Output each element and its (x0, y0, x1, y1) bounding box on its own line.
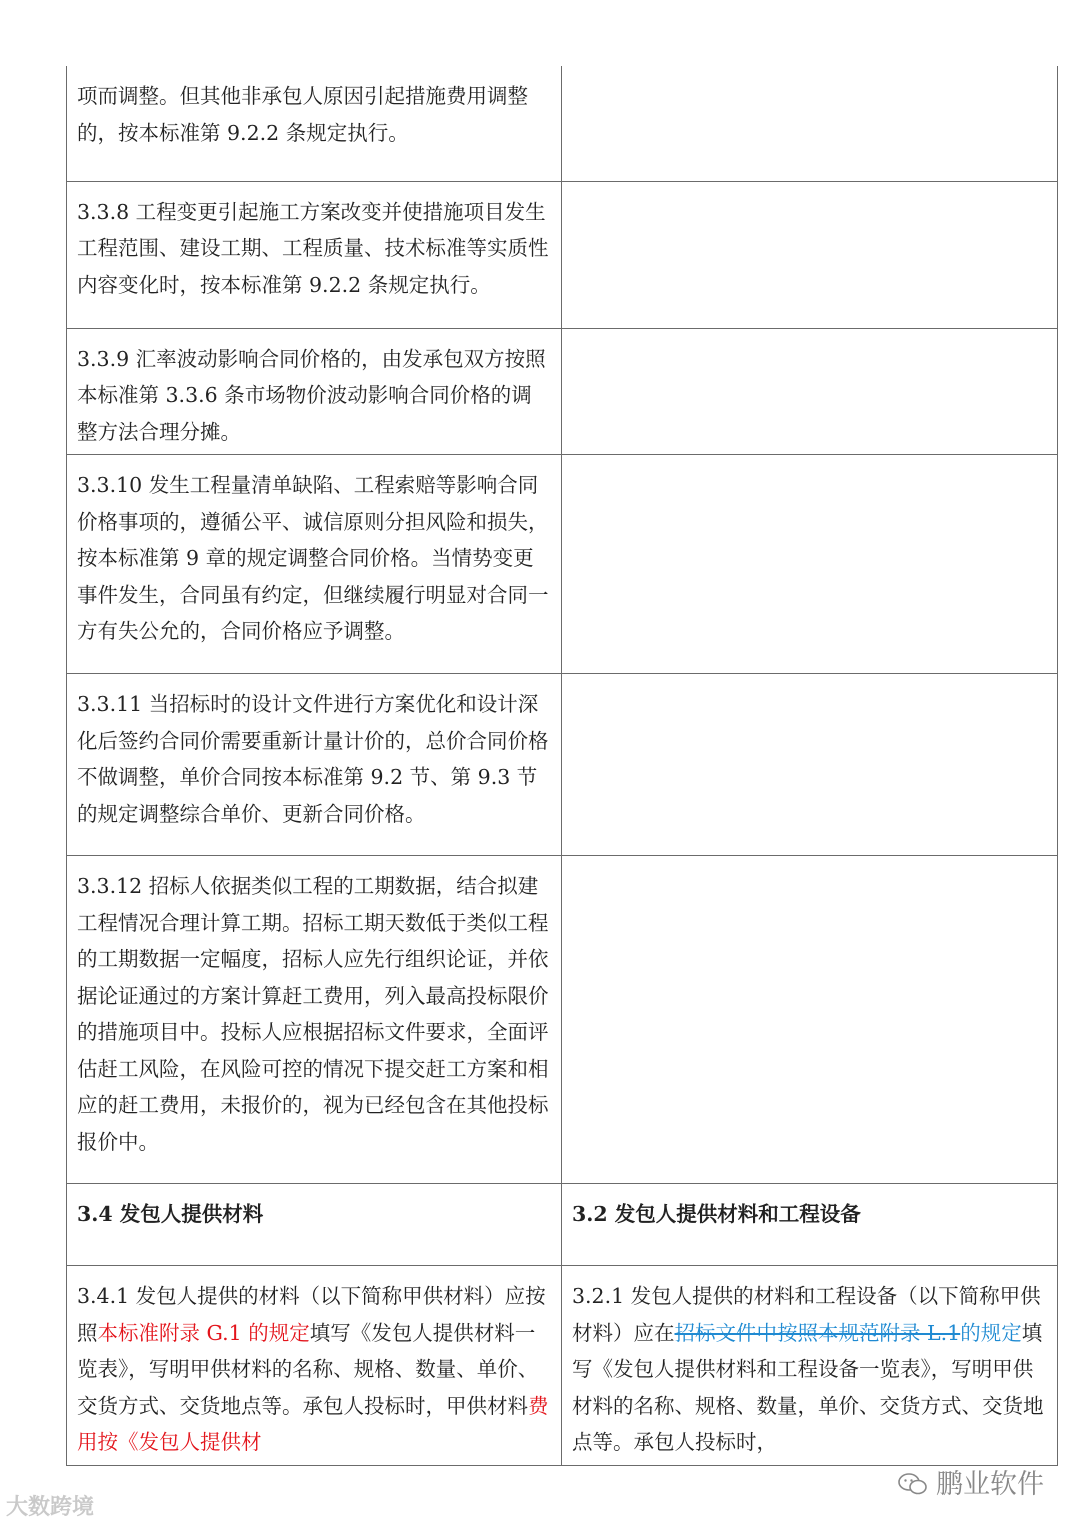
clause-3-3-8: 3.3.8 工程变更引起施工方案改变并使措施项目发生工程范围、建设工期、工程质量、技术标准等实质性内容变化时，按本标准第 9.2.2 条规定执行。 (67, 181, 562, 328)
watermark-right-text: 鹏业软件 (936, 1469, 1044, 1500)
clause-3-3-9: 3.3.9 汇率波动影响合同价格的，由发承包双方按照本标准第 3.3.6 条市场物价波动影响合同价格的调整方法合理分摊。 (67, 328, 562, 455)
right-cell-empty (562, 181, 1058, 328)
left-cell-continuation: 项而调整。但其他非承包人原因引起措施费用调整的，按本标准第 9.2.2 条规定执行。 (67, 66, 562, 181)
right-cell-empty (562, 856, 1058, 1184)
right-cell-empty (562, 328, 1058, 455)
wechat-icon (898, 1473, 928, 1495)
clause-3-3-10: 3.3.10 发生工程量清单缺陷、工程索赔等影响合同价格事项的，遵循公平、诚信原则分担风险和损失，按本标准第 9 章的规定调整合同价格。当情势变更事件发生，合同虽有约定，但继续履行明显对合同一方有失公允的，合同价格应予调整。 (67, 455, 562, 674)
clause-text: 3.4.1 发包人提供的材料（以下简称甲供材料）应按照 (77, 1284, 546, 1345)
changed-text-red: 费用按《发包人提供材 (77, 1393, 549, 1454)
table-row (67, 455, 1058, 674)
clause-3-4-1 (67, 1266, 562, 1466)
clause-text: 填写《发包人提供材料一览表》，写明甲供材料的名称、规格、数量、单价、交货方式、交货地点等。承包人投标时，甲供材料 (77, 1320, 539, 1418)
watermark-left (6, 1490, 94, 1521)
changed-text-blue: 的规定 (960, 1320, 1022, 1345)
clause-3-3-11: 3.3.11 当招标时的设计文件进行方案优化和设计深化后签约合同价需要重新计量计价的，总价合同价格不做调整，单价合同按本标准第 9.2 节、第 9.3 节的规定调整综合单价、更新合同价格。 (67, 674, 562, 856)
table-row (67, 1266, 1058, 1466)
table-row (67, 66, 1058, 181)
comparison-table (66, 66, 1058, 1466)
table-row (67, 328, 1058, 455)
section-heading-3-4: 3.4 发包人提供材料 (67, 1184, 562, 1266)
table-row (67, 856, 1058, 1184)
right-cell-empty (562, 66, 1058, 181)
deleted-text-strikethrough: 招标文件中按照本规范附录 L.1 (674, 1320, 961, 1345)
clause-text: 填写《发包人提供材料和工程设备一览表》，写明甲供材料的名称、规格、数量，单价、交货方式、交货地点等。承包人投标时， (572, 1320, 1044, 1454)
right-cell-empty (562, 455, 1058, 674)
clause-3-2-1 (562, 1266, 1058, 1466)
clause-text: 3.2.1 发包人提供的材料和工程设备（以下简称甲供材料）应在 (572, 1284, 1041, 1345)
watermark-right (898, 1462, 1044, 1501)
right-cell-empty (562, 674, 1058, 856)
table-row-heading (67, 1184, 1058, 1266)
table-row (67, 181, 1058, 328)
changed-text-red: 本标准附录 G.1 的规定 (97, 1320, 310, 1345)
section-heading-3-2: 3.2 发包人提供材料和工程设备 (562, 1184, 1058, 1266)
watermark-left-text: 大数跨境 (6, 1495, 95, 1520)
clause-3-3-12: 3.3.12 招标人依据类似工程的工期数据，结合拟建工程情况合理计算工期。招标工期天数低于类似工程的工期数据一定幅度，招标人应先行组织论证，并依据论证通过的方案计算赶工费用，列入最高投标限价的措施项目中。投标人应根据招标文件要求，全面评估赶工风险，在风险可控的情况下提交赶工方案和相应的赶工费用，未报价的，视为已经包含在其他投标报价中。 (67, 856, 562, 1184)
table-row (67, 674, 1058, 856)
